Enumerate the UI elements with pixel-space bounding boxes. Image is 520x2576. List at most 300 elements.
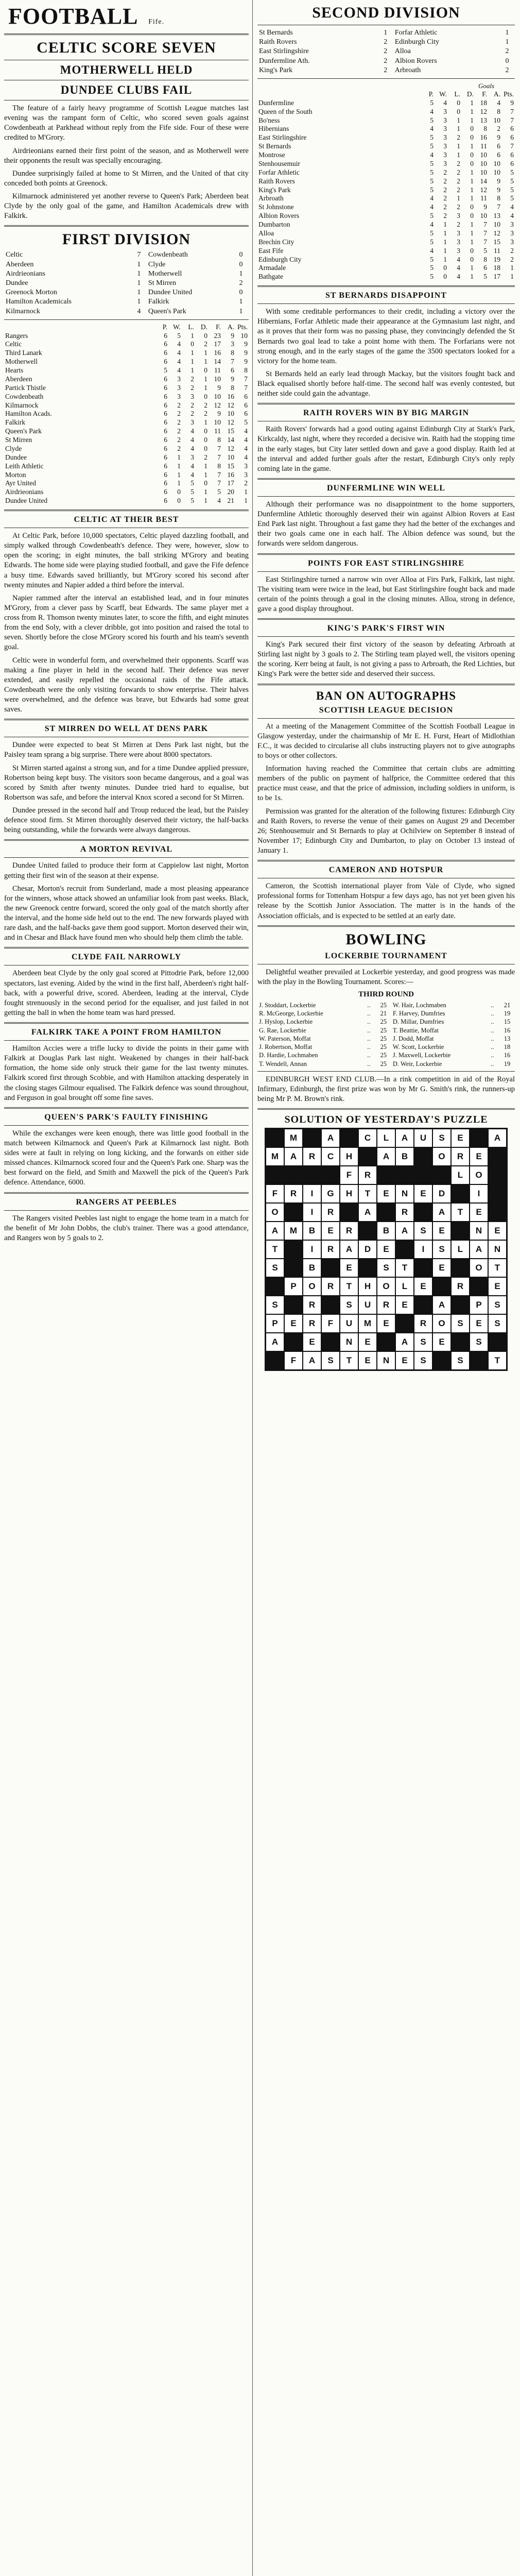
table-cell: 20 bbox=[227, 488, 234, 496]
letter-square: E bbox=[432, 1222, 451, 1240]
divider bbox=[4, 857, 249, 858]
table-row bbox=[4, 418, 249, 427]
letter-square: S bbox=[340, 1296, 358, 1314]
score-cell: .. bbox=[367, 1018, 371, 1026]
table-cell: 0 bbox=[443, 264, 447, 272]
table-cell: 9 bbox=[244, 358, 248, 366]
table-cell: 6 bbox=[497, 142, 500, 150]
column-header: F. bbox=[482, 90, 487, 98]
paragraph: Dundee United failed to produce their form at Cappielow last night, Morton getting their first win of the season at their expense. bbox=[4, 861, 249, 880]
score-cell: .. bbox=[367, 1052, 371, 1059]
table-cell: 5 bbox=[430, 238, 434, 246]
table-cell: 6 bbox=[164, 497, 167, 505]
table-cell: 7 bbox=[483, 221, 487, 229]
table-cell: 1 bbox=[457, 194, 460, 202]
table-cell: 3 bbox=[443, 116, 447, 124]
paragraph: Aberdeen beat Clyde by the only goal scored at Pittodrie Park, before 12,000 spectators, last evening. Aided by the wind in the first half, Aberdeen's right half-back, with a powerful drive, scored. Aberdeen, leading at the interval, Clyde fought strenuously in the second period for the equaliser, and just failed in not getting the ball in when the home team was hard pressed. bbox=[4, 969, 249, 1017]
column-header: D. bbox=[466, 90, 474, 98]
black-square bbox=[451, 1296, 470, 1314]
table-cell: 4 bbox=[244, 453, 248, 461]
table-cell: 1 bbox=[470, 177, 474, 185]
table-cell: 10 bbox=[493, 159, 500, 167]
team-name: Cowdenbeath bbox=[5, 392, 44, 400]
table-cell: 8 bbox=[217, 436, 221, 444]
letter-square: M bbox=[284, 1222, 303, 1240]
table-cell: 4 bbox=[190, 427, 194, 435]
paragraph: At Celtic Park, before 10,000 spectators, Celtic played dazzling football, and simply walked through Cowdenbeath's defence. They were, however, slow to open the scoring; in eight minutes, the ball striking M'Grory and beating Edwards. The home side were playing studied football, and gave the Fife defence a busy time. Edwards saved brilliantly, but M'Grory scored his second after twenty minutes and Napier added a third before the interval. bbox=[4, 532, 249, 589]
table-cell: 3 bbox=[190, 392, 194, 400]
letter-square: I bbox=[303, 1184, 321, 1203]
letter-square: A bbox=[303, 1351, 321, 1370]
letter-square: P bbox=[284, 1277, 303, 1296]
table-cell: 0 bbox=[470, 246, 474, 255]
table-cell: 6 bbox=[164, 340, 167, 348]
letter-square: C bbox=[358, 1129, 377, 1147]
table-row bbox=[257, 108, 515, 116]
section-masthead bbox=[8, 3, 249, 29]
team-name: Queen's Park bbox=[5, 427, 42, 435]
black-square bbox=[488, 1203, 507, 1222]
table-cell: 8 bbox=[483, 255, 487, 263]
letter-square: G bbox=[321, 1184, 340, 1203]
player-name: J. Stoddart, Lockerbie bbox=[259, 1001, 316, 1009]
letter-square: E bbox=[470, 1314, 488, 1333]
result-row bbox=[4, 297, 249, 307]
table-cell: 1 bbox=[204, 358, 207, 366]
paragraph: Napier rammed after the interval an established lead, and in four minutes M'Grory, from a clever pass by Scarff, beat Edwards. The same player met a cross from R. Thomson twenty minutes later, to score the fifth, and eight minutes from the end Soly, with a clever dribble, got into position and raised the total to seven. Shortly before the close M'Grory scored his fourth and his team's seventh goal. bbox=[4, 594, 249, 652]
divider bbox=[257, 403, 515, 404]
divider bbox=[4, 1125, 249, 1126]
letter-square: S bbox=[432, 1240, 451, 1259]
score-cell: 25 bbox=[380, 1026, 387, 1034]
away-team: Queen's Park bbox=[148, 307, 186, 315]
score-row bbox=[257, 1051, 515, 1059]
letter-square: B bbox=[303, 1222, 321, 1240]
table-cell: 9 bbox=[510, 98, 514, 107]
result-row bbox=[4, 269, 249, 279]
table-cell: 18 bbox=[493, 264, 500, 272]
table-cell: 4 bbox=[430, 125, 434, 133]
table-cell: 1 bbox=[510, 264, 514, 272]
table-cell: 5 bbox=[430, 212, 434, 220]
table-cell: 2 bbox=[497, 125, 500, 133]
table-row bbox=[257, 256, 515, 264]
column-header: Pts. bbox=[504, 90, 514, 98]
letter-square: E bbox=[377, 1240, 395, 1259]
table-cell: 6 bbox=[244, 401, 248, 409]
divider bbox=[257, 303, 515, 304]
table-cell: 3 bbox=[190, 453, 194, 461]
table-cell: 6 bbox=[497, 151, 500, 159]
black-square bbox=[266, 1351, 284, 1370]
letter-square: S bbox=[266, 1296, 284, 1314]
article-title: CAMERON AND HOTSPUR bbox=[328, 866, 444, 875]
table-row bbox=[257, 168, 515, 177]
table-cell: 0 bbox=[204, 331, 207, 340]
article-title: RANGERS AT PEEBLES bbox=[76, 1197, 177, 1207]
right-column bbox=[257, 0, 515, 1371]
letter-square: E bbox=[358, 1333, 377, 1351]
black-square bbox=[284, 1240, 303, 1259]
paragraph: King's Park secured their first victory of the season by defeating Arbroath at Stirling last night by 3 goals to 2. The Stirling team played well, the visitors opening the scoring. Kerr being at fault, is not giving a pass to Arbroath, the Red Lichties, but King's Park were the better side and deserved their success. bbox=[257, 640, 515, 679]
team-name: King's Park bbox=[258, 185, 291, 194]
table-cell: 17 bbox=[214, 340, 221, 348]
table-cell: 5 bbox=[430, 98, 434, 107]
letter-square: E bbox=[432, 1259, 451, 1277]
table-cell: 0 bbox=[204, 444, 207, 452]
table-cell: 2 bbox=[443, 212, 447, 220]
result-row bbox=[257, 57, 515, 66]
table-cell: 1 bbox=[443, 229, 447, 237]
paragraph: Permission was granted for the alteration of the following fixtures: Edinburgh City and Raith Rovers, to reverse the venue of their games on August 29 and December 26; Stenhousemuir and St Bernards to play at Ochilview on September 8 instead of November 17; Edinburgh City and Dumbarton, to play on October 13 instead of January 1. bbox=[257, 807, 515, 855]
table-cell: 4 bbox=[244, 436, 248, 444]
team-name: Hibernians bbox=[258, 125, 289, 133]
table-cell: 6 bbox=[244, 410, 248, 418]
table-row bbox=[257, 99, 515, 108]
letter-square: M bbox=[284, 1129, 303, 1147]
black-square bbox=[303, 1129, 321, 1147]
home-team: Celtic bbox=[6, 251, 23, 259]
table-cell: 6 bbox=[164, 444, 167, 452]
table-cell: 6 bbox=[164, 349, 167, 357]
table-cell: 2 bbox=[177, 427, 181, 435]
table-cell: 2 bbox=[457, 185, 460, 194]
home-team: Airdrieonians bbox=[6, 269, 45, 278]
letter-square: A bbox=[432, 1203, 451, 1222]
table-cell: 15 bbox=[493, 238, 500, 246]
result-row bbox=[4, 260, 249, 269]
table-cell: 7 bbox=[510, 107, 514, 115]
away-score: 2 bbox=[505, 47, 509, 56]
away-score: 0 bbox=[239, 251, 243, 259]
letter-square: R bbox=[321, 1277, 340, 1296]
divider bbox=[257, 1071, 515, 1072]
table-cell: 5 bbox=[164, 366, 167, 375]
left-column bbox=[4, 0, 249, 1246]
table-row bbox=[4, 349, 249, 358]
paragraph: St Mirren started against a strong sun, and for a time Dundee applied pressure, Robertson being kept busy. The visitors soon became dangerous, and a goal was scored by Smith after twenty minutes. Dundee tried hard to equalise, but Robertson was safe, and before the interval Knox scored a second for St Mirren. bbox=[4, 764, 249, 802]
table-cell: 5 bbox=[430, 264, 434, 272]
table-row bbox=[4, 445, 249, 453]
table-cell: 6 bbox=[164, 331, 167, 340]
table-cell: 16 bbox=[227, 470, 234, 479]
table-cell: 5 bbox=[430, 255, 434, 263]
result-row bbox=[257, 28, 515, 38]
table-cell: 6 bbox=[164, 462, 167, 470]
table-cell: 2 bbox=[204, 340, 207, 348]
black-square bbox=[321, 1296, 340, 1314]
column-header: P. bbox=[162, 323, 167, 331]
table-cell: 5 bbox=[510, 185, 514, 194]
table-cell: 5 bbox=[430, 159, 434, 167]
paragraph: East Stirlingshire turned a narrow win over Alloa at Firs Park, Falkirk, last night. The visiting team were twice in the lead, but East Stirlingshire fought back and made certain of the points through a goal in the closing minutes. Alloa, strong in defence, gave a good display throughout. bbox=[257, 575, 515, 613]
table-cell: 2 bbox=[443, 185, 447, 194]
black-square bbox=[414, 1296, 432, 1314]
table-cell: 8 bbox=[231, 383, 234, 392]
column-header: W. bbox=[173, 323, 181, 331]
paragraph: Celtic were in wonderful form, and overwhelmed their opponents. Scarff was making a fine player in held in the second half. Their defence was never extended, and easily repelled the occasional raids of the Fife attack. Cowdenbeath were the only visiting forwards to show enterprise. Their halves were overwhelmed, and the defence was brave, but Edwards had some great saves. bbox=[4, 656, 249, 714]
letter-square: F bbox=[284, 1351, 303, 1370]
table-cell: 1 bbox=[190, 331, 194, 340]
home-team: Dunfermline Ath. bbox=[259, 57, 310, 65]
table-cell: 0 bbox=[470, 125, 474, 133]
letter-square: N bbox=[340, 1333, 358, 1351]
team-name: Forfar Athletic bbox=[258, 168, 300, 176]
table-cell: 1 bbox=[177, 462, 181, 470]
table-cell: 7 bbox=[217, 479, 221, 487]
table-row bbox=[4, 366, 249, 375]
table-cell: 13 bbox=[480, 116, 487, 124]
letter-square: R bbox=[451, 1277, 470, 1296]
table-cell: 4 bbox=[430, 194, 434, 202]
home-team: Kilmarnock bbox=[6, 307, 40, 315]
black-square bbox=[321, 1259, 340, 1277]
table-cell: 0 bbox=[204, 392, 207, 400]
result-row bbox=[4, 279, 249, 288]
letter-square: R bbox=[321, 1240, 340, 1259]
letter-square: L bbox=[377, 1129, 395, 1147]
score-cell: 21 bbox=[380, 1010, 387, 1018]
black-square bbox=[488, 1333, 507, 1351]
score-cell: 25 bbox=[380, 1052, 387, 1059]
table-cell: 12 bbox=[480, 107, 487, 115]
table-cell: 0 bbox=[204, 427, 207, 435]
table-cell: 1 bbox=[470, 185, 474, 194]
table-cell: 10 bbox=[493, 221, 500, 229]
column-header: L. bbox=[454, 90, 460, 98]
letter-square: I bbox=[303, 1240, 321, 1259]
letter-square: O bbox=[432, 1314, 451, 1333]
black-square bbox=[451, 1222, 470, 1240]
letter-square: S bbox=[451, 1351, 470, 1370]
black-square bbox=[340, 1129, 358, 1147]
letter-square: T bbox=[358, 1184, 377, 1203]
table-cell: 6 bbox=[164, 470, 167, 479]
letter-square: L bbox=[395, 1277, 414, 1296]
table-cell: 5 bbox=[510, 194, 514, 202]
score-row bbox=[257, 1026, 515, 1035]
article-title: A MORTON REVIVAL bbox=[80, 845, 173, 854]
crossword-grid bbox=[265, 1128, 508, 1371]
table-cell: 0 bbox=[204, 479, 207, 487]
black-square bbox=[340, 1203, 358, 1222]
letter-square: S bbox=[321, 1351, 340, 1370]
letter-square: C bbox=[321, 1147, 340, 1166]
black-square bbox=[377, 1333, 395, 1351]
divider bbox=[4, 1210, 249, 1211]
paragraph: Although their performance was no disappointment to the home supporters, Dunfermline Athletic thoroughly deserved their win against Albion Rovers at East End Park last night. Throughout a fast game they had the better of the exchanges and their two goals came one in each half. The Albion defence was sound, but the forwards were seldom dangerous. bbox=[257, 500, 515, 548]
player-name: W. Scott, Lockerbie bbox=[392, 1043, 444, 1051]
black-square bbox=[414, 1203, 432, 1222]
table-row bbox=[4, 436, 249, 445]
table-cell: 12 bbox=[214, 401, 221, 409]
score-cell: 13 bbox=[504, 1035, 511, 1042]
letter-square: T bbox=[266, 1240, 284, 1259]
black-square bbox=[470, 1129, 488, 1147]
table-cell: 10 bbox=[227, 453, 234, 461]
table-cell: 5 bbox=[430, 116, 434, 124]
table-row bbox=[257, 264, 515, 273]
paragraph: EDINBURGH WEST END CLUB.—In a rink competition in aid of the Royal Infirmary, Edinburgh, the first prize was won by Mr G. Smith's rink, the runners-up being Mr P. M. Brown's rink. bbox=[257, 1075, 515, 1104]
table-cell: 6 bbox=[164, 358, 167, 366]
table-row bbox=[4, 471, 249, 480]
table-cell: 4 bbox=[497, 98, 500, 107]
table-cell: 1 bbox=[204, 497, 207, 505]
table-cell: 12 bbox=[227, 444, 234, 452]
black-square bbox=[414, 1259, 432, 1277]
score-row bbox=[257, 1060, 515, 1068]
table-row bbox=[4, 384, 249, 393]
team-name: Brechin City bbox=[258, 238, 294, 246]
paragraph: Dundee surprisingly failed at home to St Mirren, and the United of that city conceded both points at Greenock. bbox=[4, 169, 249, 188]
letter-square: T bbox=[451, 1203, 470, 1222]
away-score: 0 bbox=[239, 260, 243, 268]
second-division-table bbox=[257, 90, 515, 281]
table-cell: 1 bbox=[190, 366, 194, 375]
letter-square: A bbox=[432, 1296, 451, 1314]
letter-square: U bbox=[340, 1314, 358, 1333]
away-team: Forfar Athletic bbox=[394, 29, 438, 37]
letter-square: B bbox=[377, 1222, 395, 1240]
table-row bbox=[257, 160, 515, 168]
table-cell: 6 bbox=[510, 151, 514, 159]
table-cell: 7 bbox=[231, 358, 234, 366]
table-cell: 7 bbox=[217, 470, 221, 479]
letter-square: S bbox=[377, 1259, 395, 1277]
paragraph: The feature of a fairly heavy programme of Scottish League matches last evening was the rampant form of Celtic, who scored seven goals against Cowdenbeath at Parkhead without reply from the Fife side. Four of these were credited to M'Grory. bbox=[4, 104, 249, 142]
divider bbox=[4, 33, 249, 35]
table-cell: 7 bbox=[483, 238, 487, 246]
letter-square: F bbox=[321, 1314, 340, 1333]
column-header: P. bbox=[428, 90, 434, 98]
table-row bbox=[257, 221, 515, 229]
table-cell: 2 bbox=[443, 194, 447, 202]
table-cell: 2 bbox=[204, 453, 207, 461]
table-cell: 9 bbox=[483, 203, 487, 211]
result-row bbox=[257, 47, 515, 56]
team-name: St Bernards bbox=[258, 142, 291, 150]
table-cell: 6 bbox=[164, 375, 167, 383]
team-name: Clyde bbox=[5, 444, 22, 452]
score-cell: .. bbox=[367, 1001, 371, 1009]
table-cell: 15 bbox=[227, 462, 234, 470]
team-name: Kilmarnock bbox=[5, 401, 39, 409]
player-name: W. Hair, Lochmaben bbox=[392, 1001, 446, 1009]
letter-square: O bbox=[303, 1277, 321, 1296]
divider bbox=[257, 285, 515, 287]
score-cell: 19 bbox=[504, 1010, 511, 1018]
paragraph: Information having reached the Committee that certain clubs are admitting members of the public on payment of halfprice, the Committee ordered that this practice must cease, and that the price of admission, including soldiers in uniform, is to be 1s. bbox=[257, 765, 515, 803]
table-cell: 12 bbox=[227, 418, 234, 427]
table-cell: 1 bbox=[443, 246, 447, 255]
home-score: 2 bbox=[384, 66, 388, 74]
table-cell: 0 bbox=[470, 159, 474, 167]
away-score: 2 bbox=[505, 66, 509, 74]
table-cell: 2 bbox=[204, 410, 207, 418]
paragraph: Dundee were expected to beat St Mirren at Dens Park last night, but the Paisley team sprang a big surprise. There were about 8000 spectators. bbox=[4, 741, 249, 759]
divider bbox=[4, 947, 249, 948]
table-cell: 3 bbox=[443, 125, 447, 133]
score-cell: 25 bbox=[380, 1060, 387, 1067]
player-name: D. Hardie, Lochmaben bbox=[259, 1052, 318, 1059]
table-cell: 5 bbox=[430, 133, 434, 142]
table-cell: 4 bbox=[457, 264, 460, 272]
table-cell: 1 bbox=[190, 349, 194, 357]
table-cell: 1 bbox=[177, 453, 181, 461]
table-cell: 0 bbox=[177, 497, 181, 505]
table-cell: 6 bbox=[510, 133, 514, 142]
team-name: East Fife bbox=[258, 246, 284, 255]
bowling-title: BOWLING bbox=[345, 930, 427, 948]
away-score: 1 bbox=[239, 298, 243, 306]
divider bbox=[257, 925, 515, 927]
team-name: Rangers bbox=[5, 331, 28, 340]
letter-square: H bbox=[358, 1277, 377, 1296]
table-cell: 3 bbox=[510, 221, 514, 229]
article-title: CELTIC AT THEIR BEST bbox=[74, 515, 179, 524]
table-cell: 2 bbox=[177, 401, 181, 409]
article-title: FALKIRK TAKE A POINT FROM HAMILTON bbox=[31, 1028, 222, 1037]
letter-square: B bbox=[303, 1259, 321, 1277]
black-square bbox=[488, 1166, 507, 1184]
black-square bbox=[414, 1166, 432, 1184]
paragraph: St Bernards held an early lead through Mackay, but the visitors fought back and Black equalised shortly before half-time. The second half was evenly contested, but neither side could gain the advantage. bbox=[257, 369, 515, 398]
team-name: Third Lanark bbox=[5, 349, 42, 357]
table-cell: 1 bbox=[457, 116, 460, 124]
letter-square: E bbox=[414, 1184, 432, 1203]
table-cell: 4 bbox=[510, 203, 514, 211]
table-row bbox=[4, 497, 249, 505]
home-score: 4 bbox=[137, 307, 141, 315]
letter-square: P bbox=[266, 1314, 284, 1333]
letter-square: R bbox=[414, 1314, 432, 1333]
table-cell: 1 bbox=[204, 470, 207, 479]
table-cell: 14 bbox=[214, 358, 221, 366]
letter-square: E bbox=[488, 1277, 507, 1296]
table-cell: 3 bbox=[457, 238, 460, 246]
letter-square: E bbox=[470, 1203, 488, 1222]
divider bbox=[257, 571, 515, 572]
table-cell: 2 bbox=[457, 133, 460, 142]
away-score: 1 bbox=[505, 29, 509, 37]
black-square bbox=[451, 1259, 470, 1277]
table-cell: 3 bbox=[244, 470, 248, 479]
letter-square: M bbox=[266, 1147, 284, 1166]
black-square bbox=[470, 1277, 488, 1296]
letter-square: E bbox=[358, 1351, 377, 1370]
table-cell: 1 bbox=[177, 479, 181, 487]
article-title: DUNFERMLINE WIN WELL bbox=[326, 483, 446, 493]
table-cell: 3 bbox=[177, 375, 181, 383]
column-header: Pts. bbox=[237, 323, 248, 331]
black-square bbox=[395, 1166, 414, 1184]
table-cell: 6 bbox=[164, 479, 167, 487]
table-row bbox=[4, 479, 249, 488]
table-cell: 0 bbox=[470, 151, 474, 159]
table-cell: 6 bbox=[164, 401, 167, 409]
team-name: Queen of the South bbox=[258, 107, 313, 115]
score-cell: 25 bbox=[380, 1035, 387, 1042]
score-cell: .. bbox=[491, 1001, 494, 1009]
table-cell: 8 bbox=[497, 107, 500, 115]
table-cell: 14 bbox=[480, 177, 487, 185]
table-cell: 11 bbox=[480, 142, 487, 150]
team-name: Airdrieonians bbox=[5, 488, 44, 496]
letter-square: E bbox=[414, 1277, 432, 1296]
table-cell: 2 bbox=[457, 177, 460, 185]
divider bbox=[257, 860, 515, 861]
table-cell: 11 bbox=[214, 427, 221, 435]
